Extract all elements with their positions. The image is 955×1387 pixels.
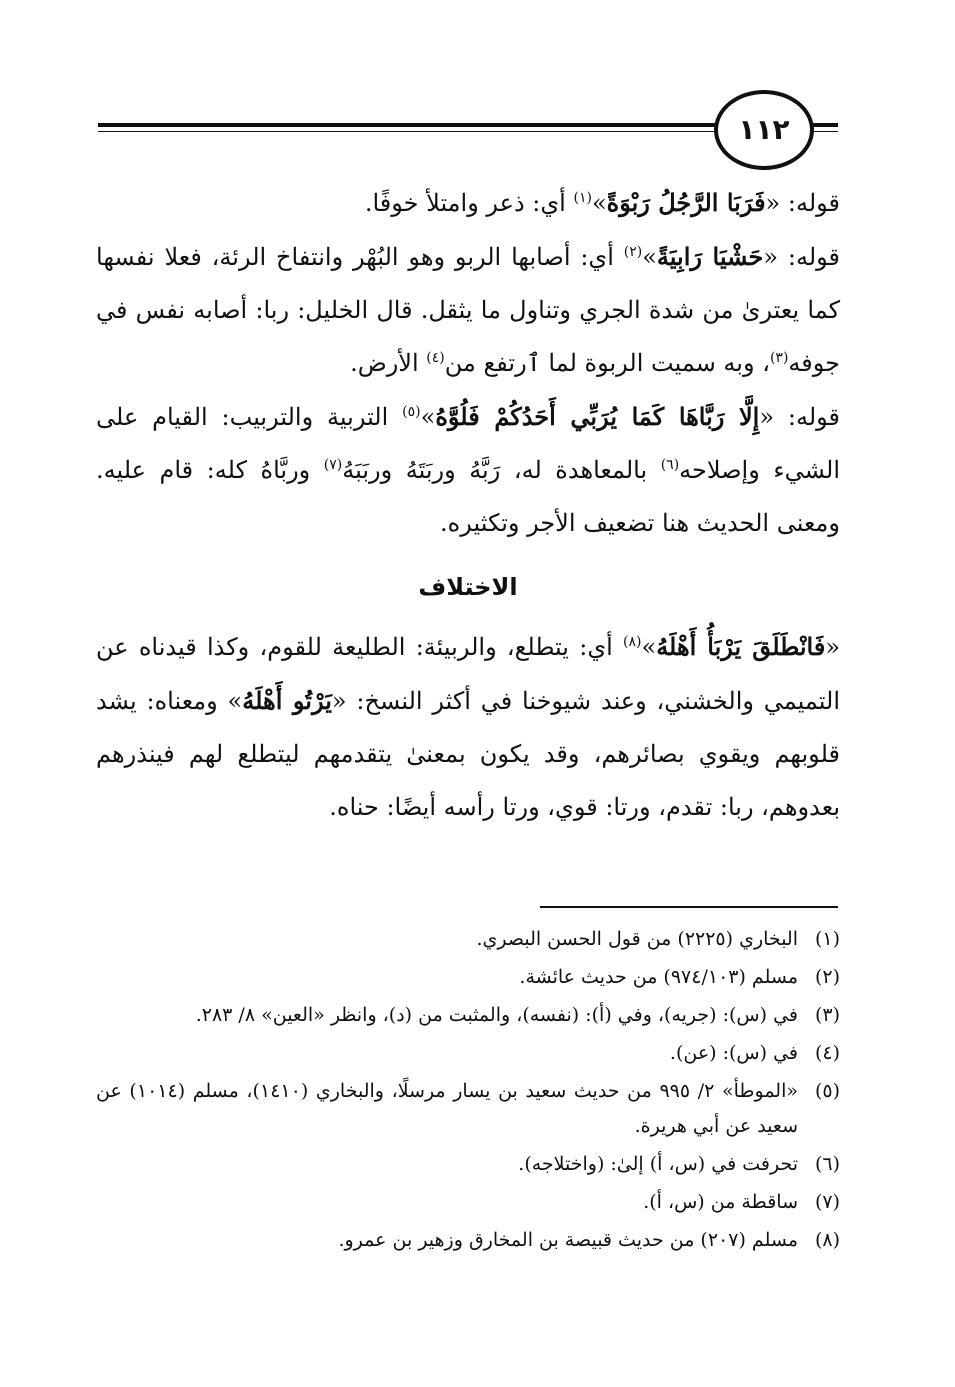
footnote-3: [96, 998, 840, 1033]
section-heading: الاختلاف: [418, 573, 518, 601]
para2-pre: قوله: «: [763, 243, 841, 271]
footnote-ref-5[interactable]: (٥): [402, 404, 421, 420]
footnote-number: (٨): [814, 1229, 840, 1251]
footnote-number: (١): [814, 928, 840, 950]
para1-pre: قوله: «: [765, 189, 840, 217]
footnote-5: [96, 1074, 840, 1144]
footnote-text: تحرفت في (س، أ) إلىٰ: (واختلاجه).: [518, 1153, 798, 1175]
footnote-1: [96, 922, 840, 957]
para2-post: أي: أصابها الربو وهو البُهْر وانتفاخ الرئة، فعلا نفسها كما يعترىٰ من شدة الجري وتناول ما يثقل. قال الخليل: ربا: أصابه نفس في جوفه: [96, 243, 840, 377]
footnote-ref-3[interactable]: (٣): [769, 350, 789, 366]
footnote-text: في (س): (جريه)، وفي (أ): (نفسه)، والمثبت من (د)، وانظر «العين» ٨/ ٢٨٣.: [195, 1004, 798, 1026]
footnote-6: [96, 1147, 840, 1182]
footnote-text: «الموطأ» ٢/ ٩٩٥ من حديث سعيد بن يسار مرسلًا، والبخاري (١٤١٠)، مسلم (١٠١٤) عن سعيد عن أبي هريرة.: [96, 1080, 799, 1137]
main-text: [96, 176, 840, 834]
footnote-ref-6[interactable]: (٦): [660, 457, 680, 473]
para3-after-fn6: بالمعاهدة له، رَبَّهُ وربَتَهُ وربَبَهُ: [342, 456, 661, 484]
footnote-4: [96, 1036, 840, 1071]
footnote-number: (٣): [814, 1004, 840, 1026]
para1-mid: »: [591, 189, 607, 217]
para4-text2: » ومعناه: يشد قلوبهم ويقوي بصائرهم، وقد يكون بمعنىٰ يتقدمهم ليتطلع لهم فينذرهم بعدوهم، ربا: تقدم، ورتا: قوي، ورتا رأسه أيضًا: حناه.: [96, 687, 840, 821]
footnote-2: [96, 960, 840, 995]
para2-after-fn3: ، وبه سميت الربوة لما ٱرتفع من: [444, 349, 770, 377]
para1-quote: فَرَبَا الرَّجُلُ رَبْوَةً: [606, 188, 766, 217]
para3-post: التربية والتربيب: القيام على الشيء وإصلاحه: [96, 403, 841, 484]
page-number-badge: [714, 90, 814, 170]
footnote-8: [96, 1223, 840, 1258]
para2-end: الأرض.: [350, 349, 427, 377]
footnote-number: (٧): [814, 1191, 840, 1213]
footnote-ref-2[interactable]: (٢): [623, 244, 643, 260]
footnote-ref-4[interactable]: (٤): [426, 350, 445, 366]
footnote-number: (٥): [814, 1080, 840, 1102]
para2-mid: »: [642, 243, 657, 271]
para3-quote: إِلَّا رَبَّاهَا كَمَا يُرَبِّي أَحَدُكُمْ فَلُوَّهُ: [435, 402, 760, 431]
para4-quote2: يَرْتُو أَهْلَهُ: [242, 686, 332, 715]
para3-mid: »: [420, 403, 436, 431]
footnote-7: [96, 1185, 840, 1220]
footnote-text: في (س): (عن).: [669, 1042, 798, 1064]
footnote-text: ساقطة من (س، أ).: [643, 1191, 798, 1213]
page-number: ١١٢: [738, 113, 790, 146]
footnote-separator: [540, 906, 838, 908]
para3-end: وربَّاهُ كله: قام عليه. ومعنى الحديث هنا تضعيف الأجر وتكثيره.: [96, 456, 840, 537]
para2-quote: حَشْيَا رَابِيَةً: [656, 242, 764, 271]
para4-mid: »: [641, 633, 657, 661]
footnotes: [96, 922, 840, 1261]
footnote-text: البخاري (٢٢٢٥) من قول الحسن البصري.: [476, 928, 798, 950]
footnote-ref-7[interactable]: (٧): [323, 457, 343, 473]
para4-pre: «: [825, 633, 840, 661]
footnote-ref-1[interactable]: (١): [573, 190, 592, 206]
para1-post: أي: ذعر وامتلأ خوفًا.: [364, 189, 574, 217]
footnote-number: (٢): [814, 966, 840, 988]
footnote-text: مسلم (٩٧٤/١٠٣) من حديث عائشة.: [519, 966, 798, 988]
para4-quote: فَانْطَلَقَ يَرْبَأُ أَهْلَهُ: [656, 632, 826, 661]
para3-pre: قوله: «: [759, 403, 841, 431]
paragraph-4: [96, 620, 840, 834]
para4-text1: أي: يتطلع، والربيئة: الطليعة للقوم، وكذا قيدناه عن التميمي والخشني، وعند شيوخنا في أكثر النسخ: «: [96, 633, 840, 715]
footnote-text: مسلم (٢٠٧) من حديث قبيصة بن المخارق وزهير بن عمرو.: [338, 1229, 798, 1251]
footnote-number: (٤): [814, 1042, 840, 1064]
paragraph-1: [96, 176, 840, 230]
paragraph-3: [96, 390, 840, 550]
footnote-number: (٦): [814, 1153, 840, 1175]
paragraph-2: [96, 230, 840, 390]
footnote-ref-8[interactable]: (٨): [623, 634, 642, 650]
